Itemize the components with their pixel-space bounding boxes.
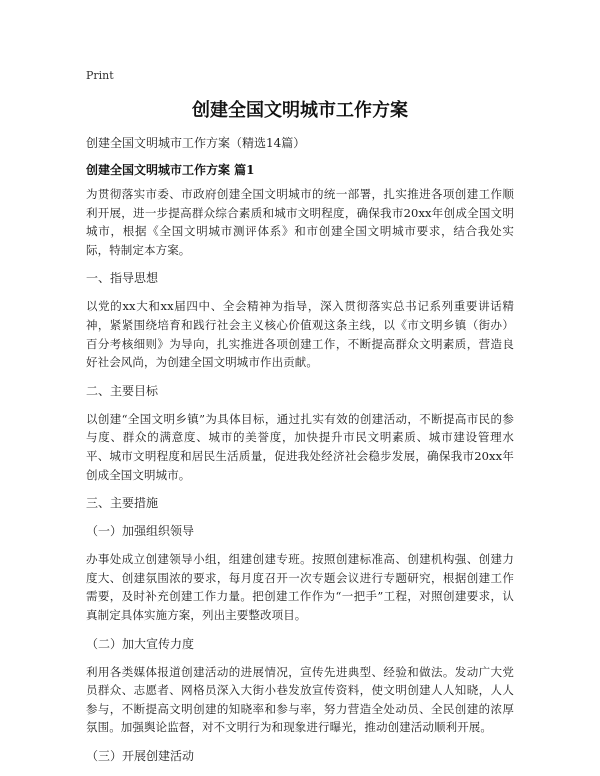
section-heading-main-goals: 二、主要目标 [86, 383, 159, 398]
main-goals-paragraph: 以创建“全国文明乡镇”为具体目标，通过扎实有效的创建活动，不断提高市民的参与度、群众的满意度、城市的美誉度，加快提升市民文明素质、城市建设管理水平、城市文明程度和居民生活质量，促进我处经济社会稳步发展，确保我市20xx年创成全国文明城市。 [86, 411, 514, 482]
document-title: 创建全国文明城市工作方案 [192, 100, 408, 121]
subheading-publicity: （二）加大宣传力度 [86, 636, 195, 651]
publicity-paragraph: 利用各类媒体报道创建活动的进展情况，宣传先进典型、经验和做法。发动广大党员群众、志愿者、网格员深入大街小巷发放宣传资料，使文明创建人人知晓，人人参与，不断提高文明创建的知晓率和参与率，努力营造全处动员、全民创建的浓厚氛围。加强舆论监督，对不文明行为和现象进行曝光，推动创建活动顺利开展。 [86, 664, 514, 735]
print-link[interactable]: Print [86, 69, 114, 82]
guiding-ideology-paragraph: 以党的xx大和xx届四中、全会精神为指导，深入贯彻落实总书记系列重要讲话精神，紧紧围绕培育和践行社会主义核心价值观这条主线，以《市文明乡镇（街办）百分考核细则》为导向，扎实推进各项创建工作，不断提高群众文明素质，营造良好社会风尚，为创建全国文明城市作出贡献。 [86, 299, 514, 370]
section-heading-main-measures: 三、主要措施 [86, 496, 159, 511]
section-heading-guiding-ideology: 一、指导思想 [86, 271, 159, 286]
article-title: 创建全国文明城市工作方案 篇1 [86, 163, 255, 177]
document-subtitle: 创建全国文明城市工作方案（精选14篇） [86, 136, 306, 150]
organization-paragraph: 办事处成立创建领导小组，组建创建专班。按照创建标准高、创建机构强、创建力度大、创建氛围浓的要求，每月度召开一次专题会议进行专题研究，根据创建工作需要，及时补充创建工作力量。把创建工作作为“一把手”工程，对照创建要求，认真制定具体实施方案，列出主要整改项目。 [86, 552, 514, 622]
subheading-activities: （三）开展创建活动 [86, 748, 195, 763]
intro-paragraph: 为贯彻落实市委、市政府创建全国文明城市的统一部署，扎实推进各项创建工作顺利开展，进一步提高群众综合素质和城市文明程度，确保我市20xx年创成全国文明城市，根据《全国文明城市测评体系》和市创建全国文明城市要求，结合我处实际，特制定本方案。 [86, 187, 514, 257]
subheading-organization: （一）加强组织领导 [86, 524, 195, 539]
